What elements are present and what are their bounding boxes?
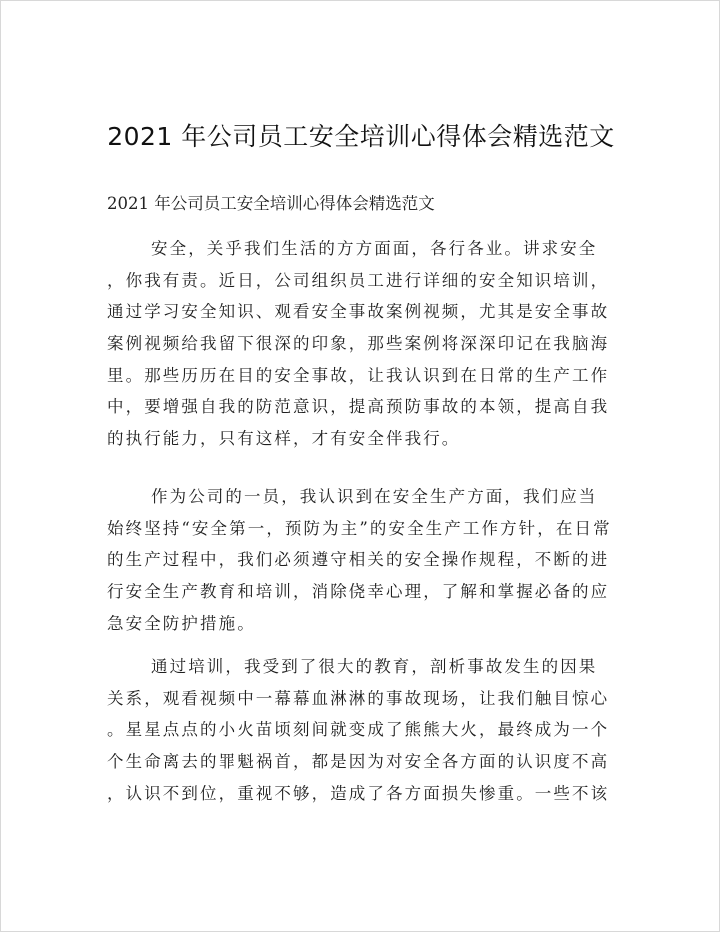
paragraph-1 xyxy=(107,233,627,455)
paragraph-3 xyxy=(107,651,627,809)
paragraph-line: 的执行能力，只有这样，才有安全伴我行。 xyxy=(107,429,461,449)
paragraph-line: ，你我有责。近日，公司组织员工进行详细的安全知识培训， xyxy=(107,270,610,290)
paragraph-line: 安全，关乎我们生活的方方面面，各行各业。讲求安全 xyxy=(151,239,598,258)
paragraph-line: ，认识不到位，重视不够，造成了各方面损失惨重。一些不该 xyxy=(107,783,610,803)
paragraph-line: 关系，观看视频中一幕幕血淋淋的事故现场，让我们触目惊心 xyxy=(107,688,610,708)
document-title: 2021 年公司员工安全培训心得体会精选范文 xyxy=(107,122,615,151)
paragraph-line: 中，要增强自我的防范意识，提高预防事故的本领，提高自我 xyxy=(107,397,610,417)
paragraph-line: 案例视频给我留下很深的印象，那些案例将深深印记在我脑海 xyxy=(107,334,610,354)
paragraph-line: 的生产过程中，我们必须遵守相关的安全操作规程，不断的进 xyxy=(107,550,610,570)
document-subtitle: 2021 年公司员工安全培训心得体会精选范文 xyxy=(107,194,435,213)
paragraph-line: 行安全生产教育和培训，消除侥幸心理，了解和掌握必备的应 xyxy=(107,582,610,602)
paragraph-line: 个生命离去的罪魁祸首，都是因为对安全各方面的认识度不高 xyxy=(107,752,610,772)
paragraph-line: 急安全防护措施。 xyxy=(107,613,256,633)
paragraph-line: 通过培训，我受到了很大的教育，剖析事故发生的因果 xyxy=(151,657,598,676)
paragraph-line: 通过学习安全知识、观看安全事故案例视频，尤其是安全事故 xyxy=(107,302,610,322)
paragraph-line: 。星星点点的小火苗顷刻间就变成了熊熊大火，最终成为一个 xyxy=(107,720,610,740)
paragraph-line: 始终坚持“安全第一，预防为主”的安全生产工作方针，在日常 xyxy=(107,518,612,538)
paragraph-line: 作为公司的一员，我认识到在安全生产方面，我们应当 xyxy=(151,487,598,506)
paragraph-line: 里。那些历历在目的安全事故，让我认识到在日常的生产工作 xyxy=(107,365,610,385)
paragraph-2 xyxy=(107,481,627,639)
